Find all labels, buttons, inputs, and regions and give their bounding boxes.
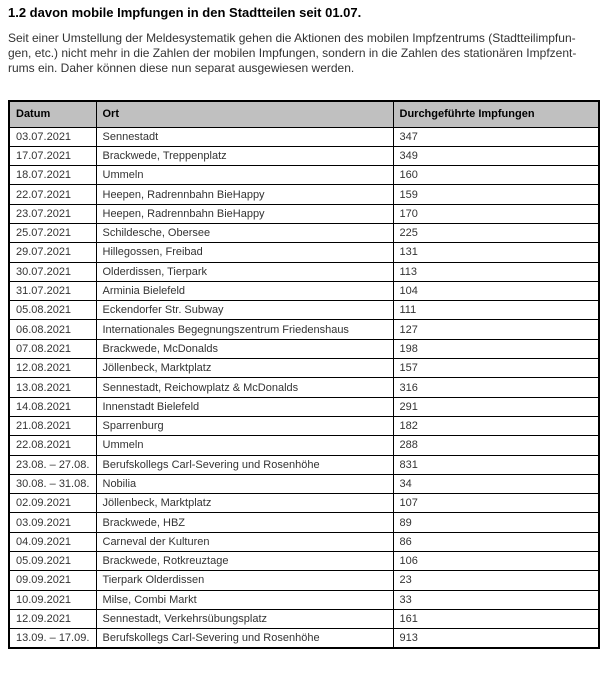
cell-impfungen: 349 xyxy=(393,146,599,165)
cell-ort: Hillegossen, Freibad xyxy=(96,243,393,262)
cell-impfungen: 106 xyxy=(393,552,599,571)
cell-datum: 09.09.2021 xyxy=(9,571,96,590)
cell-impfungen: 225 xyxy=(393,223,599,242)
cell-impfungen: 113 xyxy=(393,262,599,281)
cell-datum: 31.07.2021 xyxy=(9,281,96,300)
table-row xyxy=(9,185,599,204)
cell-ort: Tierpark Olderdissen xyxy=(96,571,393,590)
cell-datum: 02.09.2021 xyxy=(9,494,96,513)
cell-impfungen: 288 xyxy=(393,436,599,455)
cell-datum: 12.08.2021 xyxy=(9,359,96,378)
cell-datum: 18.07.2021 xyxy=(9,166,96,185)
cell-impfungen: 131 xyxy=(393,243,599,262)
cell-impfungen: 198 xyxy=(393,339,599,358)
table-row xyxy=(9,474,599,493)
table-row xyxy=(9,359,599,378)
table-header xyxy=(9,101,599,127)
cell-datum: 23.08. – 27.08. xyxy=(9,455,96,474)
column-header-ort: Ort xyxy=(96,101,393,127)
cell-impfungen: 347 xyxy=(393,127,599,146)
table-row xyxy=(9,281,599,300)
cell-ort: Berufskollegs Carl-Severing und Rosenhöhe xyxy=(96,455,393,474)
table-row xyxy=(9,339,599,358)
cell-impfungen: 831 xyxy=(393,455,599,474)
vaccinations-table xyxy=(8,100,600,649)
cell-impfungen: 316 xyxy=(393,378,599,397)
cell-datum: 30.08. – 31.08. xyxy=(9,474,96,493)
cell-datum: 22.07.2021 xyxy=(9,185,96,204)
intro-line: rums ein. Daher können diese nun separat ausgewiesen werden. xyxy=(8,61,355,75)
cell-ort: Brackwede, Rotkreuztage xyxy=(96,552,393,571)
cell-datum: 23.07.2021 xyxy=(9,204,96,223)
cell-impfungen: 34 xyxy=(393,474,599,493)
table-row xyxy=(9,301,599,320)
table-header-row xyxy=(9,101,599,127)
cell-ort: Heepen, Radrennbahn BieHappy xyxy=(96,185,393,204)
cell-ort: Innenstadt Bielefeld xyxy=(96,397,393,416)
cell-datum: 10.09.2021 xyxy=(9,590,96,609)
page-title: 1.2 davon mobile Impfungen in den Stadtteilen seit 01.07. xyxy=(8,5,362,20)
cell-datum: 13.08.2021 xyxy=(9,378,96,397)
cell-datum: 21.08.2021 xyxy=(9,416,96,435)
cell-ort: Sennestadt xyxy=(96,127,393,146)
cell-datum: 05.09.2021 xyxy=(9,552,96,571)
cell-ort: Arminia Bielefeld xyxy=(96,281,393,300)
cell-ort: Heepen, Radrennbahn BieHappy xyxy=(96,204,393,223)
table-row xyxy=(9,204,599,223)
cell-ort: Sennestadt, Verkehrsübungsplatz xyxy=(96,609,393,628)
table-row xyxy=(9,571,599,590)
cell-datum: 29.07.2021 xyxy=(9,243,96,262)
cell-impfungen: 23 xyxy=(393,571,599,590)
cell-ort: Brackwede, Treppenplatz xyxy=(96,146,393,165)
cell-impfungen: 170 xyxy=(393,204,599,223)
cell-datum: 04.09.2021 xyxy=(9,532,96,551)
cell-datum: 25.07.2021 xyxy=(9,223,96,242)
cell-datum: 06.08.2021 xyxy=(9,320,96,339)
cell-ort: Eckendorfer Str. Subway xyxy=(96,301,393,320)
cell-datum: 03.09.2021 xyxy=(9,513,96,532)
cell-datum: 17.07.2021 xyxy=(9,146,96,165)
table-body xyxy=(9,127,599,648)
table-row xyxy=(9,590,599,609)
cell-ort: Sparrenburg xyxy=(96,416,393,435)
cell-impfungen: 160 xyxy=(393,166,599,185)
table-row xyxy=(9,455,599,474)
cell-datum: 03.07.2021 xyxy=(9,127,96,146)
cell-impfungen: 107 xyxy=(393,494,599,513)
table-row xyxy=(9,629,599,648)
cell-datum: 13.09. – 17.09. xyxy=(9,629,96,648)
cell-ort: Olderdissen, Tierpark xyxy=(96,262,393,281)
table-row xyxy=(9,552,599,571)
cell-datum: 30.07.2021 xyxy=(9,262,96,281)
cell-ort: Schildesche, Obersee xyxy=(96,223,393,242)
table-row xyxy=(9,262,599,281)
table-row xyxy=(9,378,599,397)
table-row xyxy=(9,397,599,416)
cell-ort: Internationales Begegnungszentrum Friedenshaus xyxy=(96,320,393,339)
cell-ort: Milse, Combi Markt xyxy=(96,590,393,609)
cell-impfungen: 127 xyxy=(393,320,599,339)
intro-line: gen, etc.) nicht mehr in die Zahlen der mobilen Impfungen, sondern in die Zahlen des stationären Impfzent- xyxy=(8,46,577,60)
cell-ort: Brackwede, HBZ xyxy=(96,513,393,532)
cell-ort: Carneval der Kulturen xyxy=(96,532,393,551)
cell-impfungen: 89 xyxy=(393,513,599,532)
table-row xyxy=(9,416,599,435)
cell-impfungen: 86 xyxy=(393,532,599,551)
cell-impfungen: 33 xyxy=(393,590,599,609)
cell-ort: Ummeln xyxy=(96,166,393,185)
cell-datum: 14.08.2021 xyxy=(9,397,96,416)
cell-datum: 07.08.2021 xyxy=(9,339,96,358)
cell-ort: Ummeln xyxy=(96,436,393,455)
cell-impfungen: 161 xyxy=(393,609,599,628)
cell-impfungen: 182 xyxy=(393,416,599,435)
cell-impfungen: 913 xyxy=(393,629,599,648)
cell-ort: Jöllenbeck, Marktplatz xyxy=(96,359,393,378)
cell-ort: Berufskollegs Carl-Severing und Rosenhöhe xyxy=(96,629,393,648)
cell-ort: Nobilia xyxy=(96,474,393,493)
cell-ort: Sennestadt, Reichowplatz & McDonalds xyxy=(96,378,393,397)
cell-impfungen: 157 xyxy=(393,359,599,378)
table-row xyxy=(9,532,599,551)
table-row xyxy=(9,146,599,165)
cell-ort: Brackwede, McDonalds xyxy=(96,339,393,358)
cell-impfungen: 291 xyxy=(393,397,599,416)
table-row xyxy=(9,243,599,262)
cell-impfungen: 159 xyxy=(393,185,599,204)
table-row xyxy=(9,320,599,339)
cell-datum: 22.08.2021 xyxy=(9,436,96,455)
intro-paragraph xyxy=(8,31,600,76)
cell-impfungen: 104 xyxy=(393,281,599,300)
table-row xyxy=(9,513,599,532)
table-row xyxy=(9,166,599,185)
cell-ort: Jöllenbeck, Marktplatz xyxy=(96,494,393,513)
cell-impfungen: 111 xyxy=(393,301,599,320)
column-header-impfungen: Durchgeführte Impfungen xyxy=(393,101,599,127)
cell-datum: 05.08.2021 xyxy=(9,301,96,320)
intro-line: Seit einer Umstellung der Meldesystematik gehen die Aktionen des mobilen Impfzentrums (Stadtteilimpfun- xyxy=(8,31,576,45)
table-row xyxy=(9,223,599,242)
table-row xyxy=(9,127,599,146)
table-row xyxy=(9,436,599,455)
column-header-datum: Datum xyxy=(9,101,96,127)
table-row xyxy=(9,494,599,513)
table-row xyxy=(9,609,599,628)
cell-datum: 12.09.2021 xyxy=(9,609,96,628)
